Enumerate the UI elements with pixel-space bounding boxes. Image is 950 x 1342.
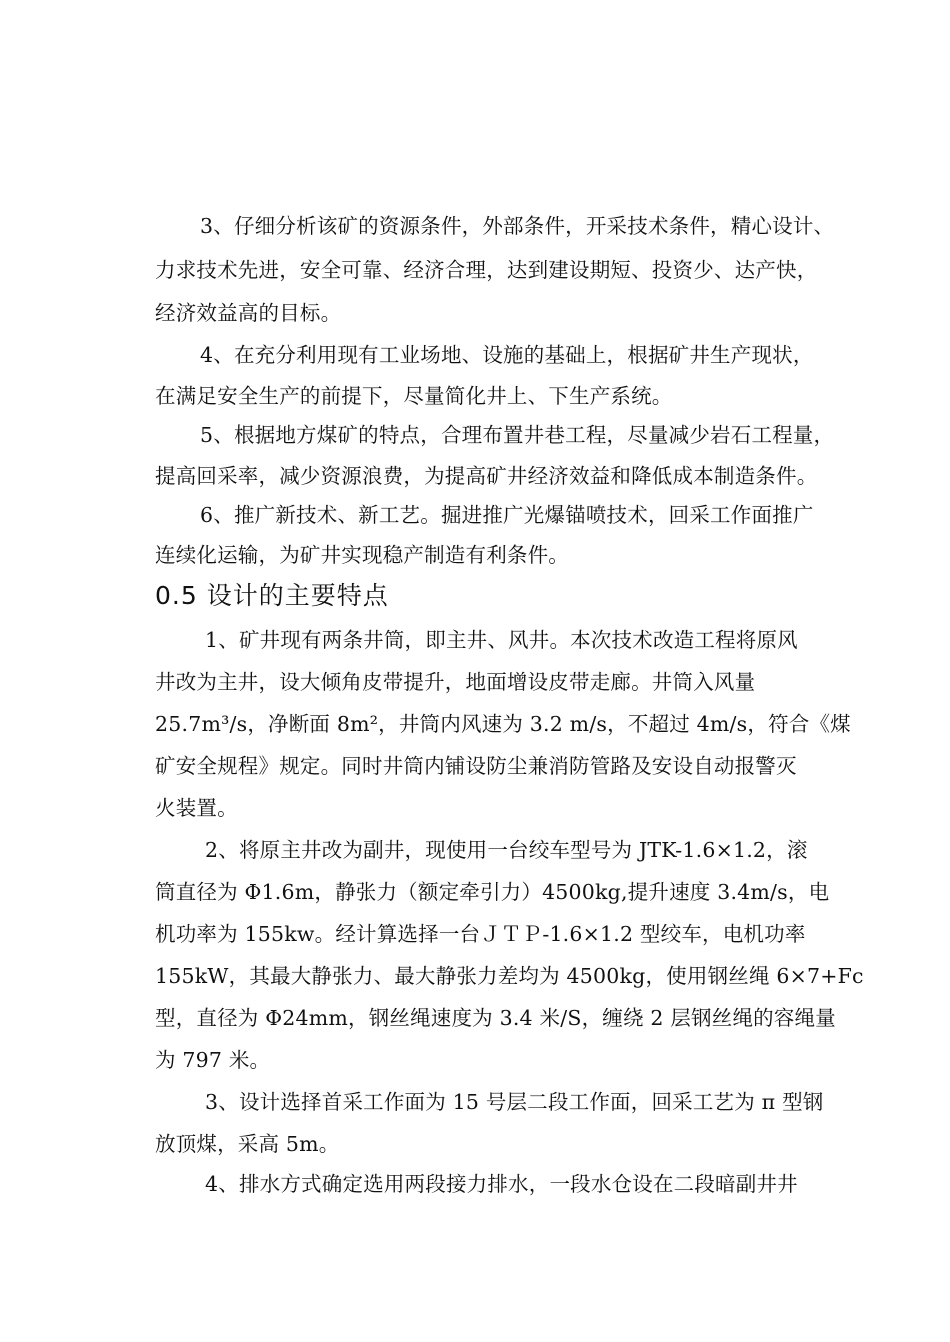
feature-2-line-1: 2、将原主井改为副井，现使用一台绞车型号为 JTK-1.6×1.2，滚: [205, 838, 808, 862]
paragraph-4-line-2: 在满足安全生产的前提下，尽量简化井上、下生产系统。: [155, 384, 673, 408]
feature-1-line-3: 25.7m³/s，净断面 8m²，井筒内风速为 3.2 m/s，不超过 4m/s，符合《煤: [155, 712, 851, 736]
feature-1-line-5: 火装置。: [155, 796, 238, 820]
feature-3-line-2: 放顶煤，采高 5m。: [155, 1132, 340, 1156]
section-heading: 0.5 设计的主要特点: [155, 581, 389, 610]
feature-1-line-2: 井改为主井，设大倾角皮带提升，地面增设皮带走廊。井筒入风量: [155, 670, 756, 694]
feature-2-line-5: 型，直径为 Φ24mm，钢丝绳速度为 3.4 米/S，缠绕 2 层钢丝绳的容绳量: [155, 1006, 836, 1030]
paragraph-5-line-1: 5、根据地方煤矿的特点，合理布置井巷工程，尽量减少岩石工程量，: [200, 423, 835, 447]
feature-3-line-1: 3、设计选择首采工作面为 15 号层二段工作面，回采工艺为 π 型钢: [205, 1090, 824, 1114]
feature-2-line-4: 155kW，其最大静张力、最大静张力差均为 4500kg，使用钢丝绳 6×7+Fc: [155, 964, 864, 988]
paragraph-3-line-2: 力求技术先进，安全可靠、经济合理，达到建设期短、投资少、达产快，: [155, 258, 818, 282]
paragraph-5-line-2: 提高回采率，减少资源浪费，为提高矿井经济效益和降低成本制造条件。: [155, 464, 818, 488]
paragraph-6-line-1: 6、推广新技术、新工艺。掘进推广光爆锚喷技术，回采工作面推广: [200, 503, 814, 527]
feature-2-line-3: 机功率为 155kw。经计算选择一台ＪＴＰ-1.6×1.2 型绞车，电机功率: [155, 922, 806, 946]
feature-4-line-1: 4、排水方式确定选用两段接力排水，一段水仓设在二段暗副井井: [205, 1172, 798, 1196]
feature-2-line-2: 筒直径为 Φ1.6m，静张力（额定牵引力）4500kg,提升速度 3.4m/s，电: [155, 880, 830, 904]
feature-1-line-1: 1、矿井现有两条井筒，即主井、风井。本次技术改造工程将原风: [205, 628, 798, 652]
paragraph-6-line-2: 连续化运输，为矿井实现稳产制造有利条件。: [155, 543, 569, 567]
paragraph-4-line-1: 4、在充分利用现有工业场地、设施的基础上，根据矿井生产现状，: [200, 343, 814, 367]
paragraph-3-line-3: 经济效益高的目标。: [155, 301, 342, 325]
feature-2-line-6: 为 797 米。: [155, 1048, 271, 1072]
feature-1-line-4: 矿安全规程》规定。同时井筒内铺设防尘兼消防管路及安设自动报警灭: [155, 754, 797, 778]
paragraph-3-line-1: 3、仔细分析该矿的资源条件，外部条件，开采技术条件，精心设计、: [200, 214, 835, 238]
